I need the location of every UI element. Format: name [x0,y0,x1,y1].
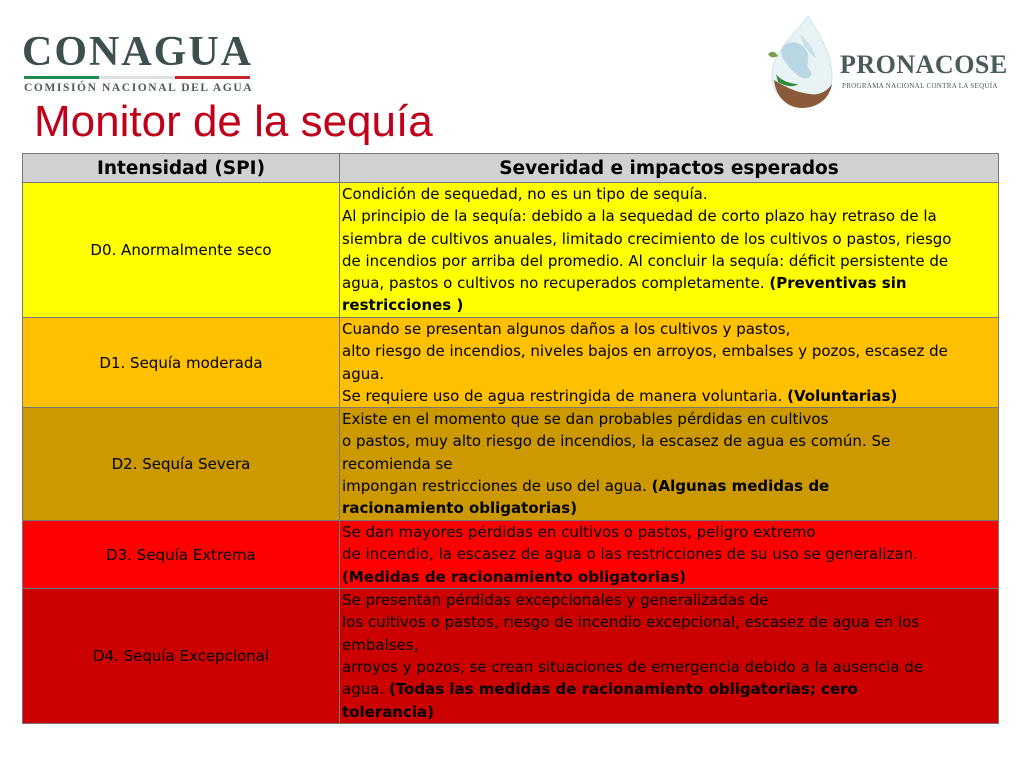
impact-text: recomienda se [342,454,453,473]
impact-line [342,363,996,385]
impact-text: Existe en el momento que se dan probables pérdidas en cultivos [342,410,829,429]
impact-line [342,250,996,272]
impact-line [342,634,996,656]
impact-text: siembra de cultivos anuales, limitado crecimiento de los cultivos o pastos, riesgo [342,229,952,248]
measure-note: restricciones ) [342,296,464,315]
measure-note: tolerancia) [342,702,434,721]
pronacose-logo-wordmark: PRONACOSE [840,50,1008,79]
impact-text: alto riesgo de incendios, niveles bajos en arroyos, embalses y pozos, escasez de [342,342,948,361]
water-drop-map-icon [764,14,836,110]
impact-line [342,318,996,340]
impact-text: agua. [342,364,385,383]
drought-level-label: D2. Sequía Severa [23,408,340,521]
impact-text: Se dan mayores pérdidas en cultivos o pastos, peligro extremo [342,523,816,542]
impact-description [340,318,999,408]
conagua-flag-stripe [24,76,250,79]
header-intensity: Intensidad (SPI) [23,154,340,183]
impact-description [340,183,999,318]
impact-line [342,340,996,362]
impact-text: impongan restricciones de uso del agua. [342,477,652,496]
table-row [23,408,999,521]
table-header-row [23,154,999,183]
impact-text: embalses, [342,635,419,654]
measure-note: (Voluntarias) [787,386,898,405]
drought-level-label: D0. Anormalmente seco [23,183,340,318]
impact-line [342,475,996,497]
impact-text: Cuando se presentan algunos daños a los cultivos y pastos, [342,320,791,338]
impact-text: Al principio de la sequía: debido a la sequedad de corto plazo hay retraso de la [342,207,937,226]
table-row [23,318,999,408]
impact-text: Condición de sequedad, no es un tipo de sequía. [342,185,708,203]
table-row [23,589,999,724]
table-row [23,521,999,589]
impact-line [342,408,996,430]
impact-line [342,497,996,519]
impact-line [342,272,996,294]
conagua-logo-wordmark: CONAGUA [22,29,253,75]
impact-line [342,228,996,250]
impact-line [342,294,996,316]
impact-line [342,205,996,227]
impact-line [342,430,996,452]
impact-line [342,611,996,633]
impact-description [340,408,999,521]
pronacose-logo-subtitle: PROGRAMA NACIONAL CONTRA LA SEQUÍA [842,82,998,90]
drought-level-label: D4. Sequía Excepcional [23,589,340,724]
impact-line [342,678,996,700]
measure-note: racionamiento obligatorias) [342,499,578,518]
measure-note: (Todas las medidas de racionamiento obligatorias; cero [388,680,858,699]
impact-line [342,566,996,588]
drought-level-label: D3. Sequía Extrema [23,521,340,589]
impact-line [342,701,996,723]
page-title: Monitor de la sequía [34,97,433,146]
impact-line [342,521,996,543]
impact-text: agua, pastos o cultivos no recuperados completamente. [342,274,770,293]
impact-description [340,589,999,724]
impact-line [342,543,996,565]
impact-line [342,385,996,407]
impact-text: agua. [342,680,389,699]
impact-text: Se requiere uso de agua restringida de manera voluntaria. [342,386,788,405]
impact-text: de incendios por arriba del promedio. Al concluir la sequía: déficit persistente de [342,251,949,270]
conagua-logo-subtitle: COMISIÓN NACIONAL DEL AGUA [24,82,254,94]
impact-text: los cultivos o pastos, riesgo de incendio excepcional, escasez de agua en los [342,613,920,632]
header-severity: Severidad e impactos esperados [340,154,999,183]
impact-text: Se presentan pérdidas excepcionales y generalizadas de [342,591,769,610]
drought-level-label: D1. Sequía moderada [23,318,340,408]
impact-line [342,656,996,678]
table-row [23,183,999,318]
impact-description [340,521,999,589]
impact-text: de incendio, la escasez de agua o las restricciones de su uso se generalizan. [342,545,918,564]
conagua-logo [22,30,252,100]
measure-note: (Algunas medidas de [651,477,830,496]
measure-note: (Medidas de racionamiento obligatorias) [342,567,687,586]
impact-text: o pastos, muy alto riesgo de incendios, la escasez de agua es común. Se [342,432,891,451]
impact-text: arroyos y pozos, se crean situaciones de emergencia debido a la ausencia de [342,658,924,677]
measure-note: (Preventivas sin [769,274,907,293]
drought-severity-table [22,153,999,724]
impact-line [342,453,996,475]
impact-line [342,589,996,611]
impact-line [342,183,996,205]
